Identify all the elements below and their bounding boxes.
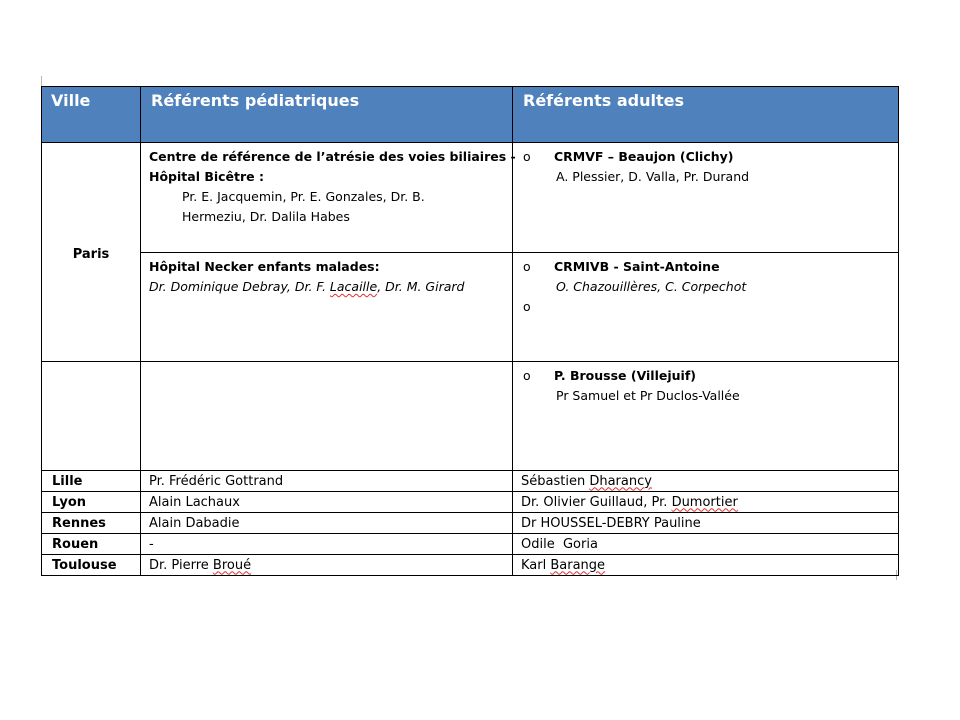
ped-cell: Alain Dabadie	[141, 513, 513, 534]
ped-text-flagged: Broué	[212, 557, 252, 573]
adult-names: A. Plessier, D. Valla, Pr. Durand	[556, 169, 750, 184]
ped-cell-bicetre	[141, 143, 516, 253]
ped-names-line-2: Hermeziu, Dr. Dalila Habes	[182, 209, 350, 224]
ped-title-line-1: Centre de référence de l’atrésie des voies biliaires -	[149, 149, 516, 164]
page-margin-mark-left	[41, 76, 42, 86]
table-row	[42, 513, 899, 534]
table-row	[42, 534, 899, 555]
adult-cell	[513, 492, 899, 513]
bullet-icon: o	[523, 259, 531, 274]
city-cell: Rouen	[42, 534, 141, 555]
table-row	[42, 555, 899, 576]
list-item	[521, 257, 890, 277]
list-item	[521, 297, 890, 317]
ped-names-part-flagged: Lacaille	[329, 279, 378, 294]
ped-title-line-2: Hôpital Bicêtre :	[149, 169, 264, 184]
city-cell-empty	[42, 362, 141, 471]
adult-text: Dr. Olivier Guillaud, Pr.	[521, 494, 672, 510]
city-cell: Toulouse	[42, 555, 141, 576]
header-ville: Ville	[42, 87, 141, 143]
bullet-icon: o	[523, 149, 531, 164]
ped-cell: -	[141, 534, 513, 555]
list-item	[521, 147, 890, 167]
table-row	[42, 492, 899, 513]
table-row	[42, 471, 899, 492]
ped-text: Dr. Pierre	[149, 557, 213, 573]
adult-names: Pr Samuel et Pr Duclos-Vallée	[556, 388, 740, 403]
adult-title: CRMVF – Beaujon (Clichy)	[554, 149, 734, 164]
adult-names: O. Chazouillères, C. Corpechot	[556, 279, 747, 294]
city-cell: Rennes	[42, 513, 141, 534]
bullet-icon: o	[523, 368, 531, 383]
adult-cell-brousse	[513, 362, 899, 471]
adult-cell: Dr HOUSSEL-DEBRY Pauline	[513, 513, 899, 534]
ped-cell-empty	[141, 362, 513, 471]
adult-text: Sébastien	[521, 473, 590, 489]
adult-text-flagged: Barange	[550, 557, 606, 573]
city-cell: Lille	[42, 471, 141, 492]
adult-cell	[513, 555, 899, 576]
ped-cell-necker	[141, 253, 513, 362]
ped-names	[149, 277, 504, 297]
adult-cell-beaujon	[513, 143, 899, 253]
adult-cell: Odile Goria	[513, 534, 899, 555]
table-row	[42, 253, 899, 362]
header-row	[42, 87, 899, 143]
adult-cell-saint-antoine	[513, 253, 899, 362]
adult-title: CRMIVB - Saint-Antoine	[554, 259, 720, 274]
city-cell: Lyon	[42, 492, 141, 513]
adult-text-flagged: Dharancy	[589, 473, 652, 489]
table-row	[42, 143, 899, 253]
adult-text-flagged: Dumortier	[671, 494, 738, 510]
header-pediatric: Référents pédiatriques	[141, 87, 513, 143]
adult-title: P. Brousse (Villejuif)	[554, 368, 696, 383]
ped-cell	[141, 555, 513, 576]
city-cell-paris: Paris	[42, 143, 141, 362]
ped-names-line-1: Pr. E. Jacquemin, Pr. E. Gonzales, Dr. B.	[182, 189, 425, 204]
ped-names-part: Dr. Dominique Debray, Dr. F.	[149, 279, 330, 294]
header-adult: Référents adultes	[513, 87, 899, 143]
ped-title: Hôpital Necker enfants malades:	[149, 259, 380, 274]
ped-names-part: , Dr. M. Girard	[377, 279, 465, 294]
adult-text: Karl	[521, 557, 551, 573]
referents-table	[41, 86, 899, 576]
ped-cell: Pr. Frédéric Gottrand	[141, 471, 513, 492]
adult-cell	[513, 471, 899, 492]
bullet-icon: o	[523, 299, 531, 314]
list-item	[521, 366, 890, 386]
table-row	[42, 362, 899, 471]
ped-cell: Alain Lachaux	[141, 492, 513, 513]
